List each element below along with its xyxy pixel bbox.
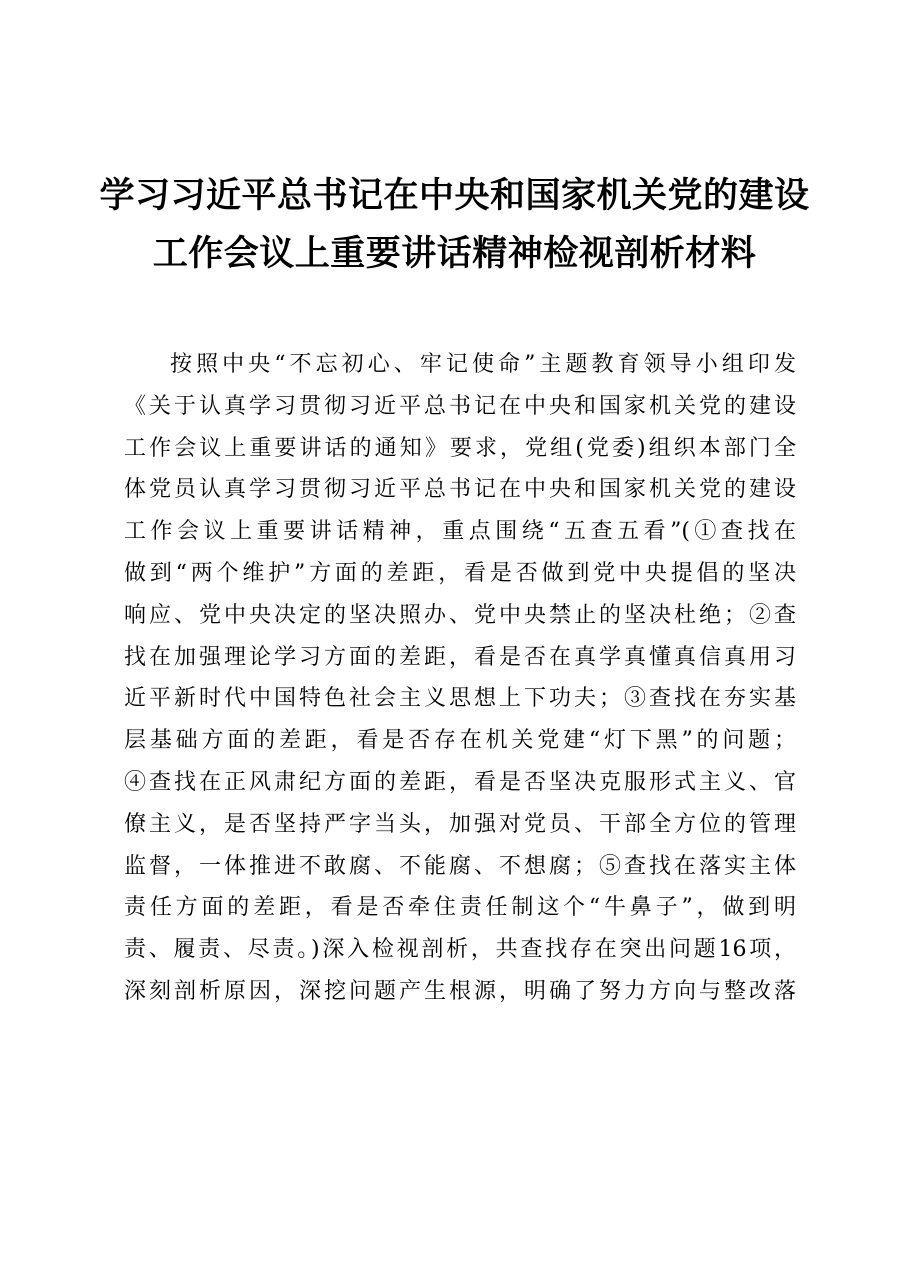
body-line: ④查找在正风肃纪方面的差距，看是否坚决克服形式主义、官: [124, 769, 796, 795]
body-line: 僚主义，是否坚持严字当头，加强对党员、干部全方位的管理: [124, 811, 796, 837]
body-line: 层基础方面的差距，看是否存在机关党建“灯下黑”的问题；: [124, 728, 796, 754]
body-line: 《关于认真学习贯彻习近平总书记在中央和国家机关党的建设: [124, 393, 796, 419]
body-line: 体党员认真学习贯彻习近平总书记在中央和国家机关党的建设: [124, 477, 796, 503]
body-line: 近平新时代中国特色社会主义思想上下功夫；③查找在夯实基: [124, 686, 796, 712]
body-line: 按照中央“不忘初心、牢记使命”主题教育领导小组印发: [170, 352, 796, 377]
body-line: 找在加强理论学习方面的差距，看是否在真学真懂真信真用习: [124, 644, 796, 670]
body-line: 深刻剖析原因，深挖问题产生根源，明确了努力方向与整改落: [124, 978, 796, 1004]
body-line: 责、履责、尽责。)深入检视剖析，共查找存在突出问题16项，: [124, 937, 796, 963]
document-body-paragraph: [124, 344, 796, 1013]
body-line: 工作会议上重要讲话精神，重点围绕“五查五看”(①查找在: [124, 519, 796, 545]
body-line: 工作会议上重要讲话的通知》要求，党组(党委)组织本部门全: [124, 435, 796, 461]
body-line: 责任方面的差距，看是否牵住责任制这个“牛鼻子”，做到明: [124, 895, 796, 921]
body-line: 做到“两个维护”方面的差距，看是否做到党中央提倡的坚决: [124, 560, 796, 586]
body-line: 监督，一体推进不敢腐、不能腐、不想腐；⑤查找在落实主体: [124, 853, 796, 879]
document-title-line-1: 学习习近平总书记在中央和国家机关党的建设: [99, 176, 810, 216]
document-title-line-2: 工作会议上重要讲话精神检视剖析材料: [152, 234, 757, 274]
body-line: 响应、党中央决定的坚决照办、党中央禁止的坚决杜绝；②查: [124, 602, 796, 628]
